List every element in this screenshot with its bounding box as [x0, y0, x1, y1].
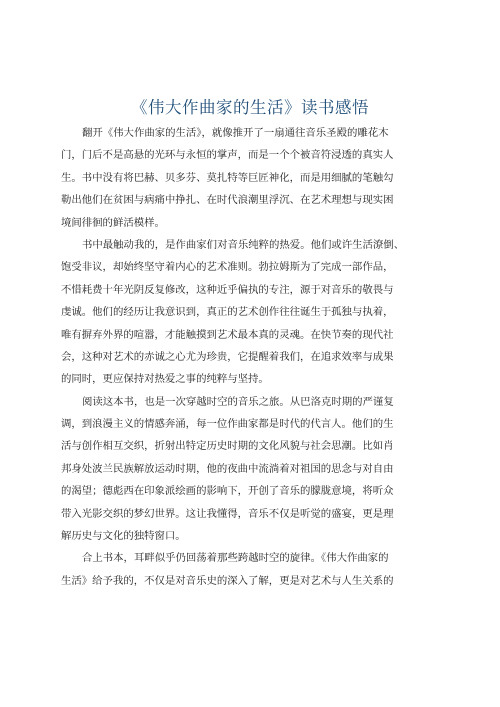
document-body	[61, 122, 441, 592]
text-line: 书中最触动我的，是作曲家们对音乐纯粹的热爱。他们或许生活潦倒、	[82, 238, 405, 251]
text-line: 唯有摒弃外界的喧嚣，才能触摸到艺术最本真的灵魂。在快节奏的现代社	[61, 328, 394, 341]
text-line: 解历史与文化的独特窗口。	[61, 530, 186, 543]
text-line: 勒出他们在贫困与病痛中挣扎、在时代浪潮里浮沉、在艺术理想与现实困	[61, 194, 394, 207]
text-line: 虔诚。他们的经历让我意识到，真正的艺术创作往往诞生于孤独与执着，	[61, 306, 394, 319]
document-title: 《伟大作曲家的生活》读书感悟	[131, 98, 369, 117]
text-line: 的同时，更应保持对热爱之事的纯粹与坚持。	[61, 373, 269, 386]
text-line: 带入光影交织的梦幻世界。这让我懂得，音乐不仅是听觉的盛宴，更是理	[61, 507, 394, 520]
text-line: 生活》给予我的，不仅是对音乐史的深入了解，更是对艺术与人生关系的	[61, 574, 394, 587]
text-line: 邦身处波兰民族解放运动时期，他的夜曲中流淌着对祖国的思念与对自由	[61, 462, 394, 475]
paragraph	[61, 122, 441, 234]
text-line: 阅读这本书，也是一次穿越时空的音乐之旅。从巴洛克时期的严谨复	[82, 395, 394, 408]
paragraph	[61, 547, 441, 592]
text-line: 的渴望；德彪西在印象派绘画的影响下，开创了音乐的朦胧意境，将听众	[61, 485, 394, 498]
text-line: 不惜耗费十年光阴反复修改，这种近乎偏执的专注，源于对音乐的敬畏与	[61, 283, 394, 296]
text-line: 合上书本，耳畔似乎仍回荡着那些跨越时空的旋律。《伟大作曲家的	[82, 552, 389, 565]
paragraph	[61, 234, 441, 391]
text-line: 饱受非议，却始终坚守着内心的艺术准则。勃拉姆斯为了完成一部作品，	[61, 261, 394, 274]
paragraph	[61, 391, 441, 548]
text-line: 调，到浪漫主义的情感奔涌，每一位作曲家都是时代的代言人。他们的生	[61, 418, 394, 431]
text-line: 生。书中没有将巴赫、贝多芬、莫扎特等巨匠神化，而是用细腻的笔触勾	[61, 171, 394, 184]
text-line: 境间徘徊的鲜活模样。	[61, 216, 165, 229]
text-line: 翻开《伟大作曲家的生活》，就像推开了一扇通往音乐圣殿的雕花木	[82, 127, 389, 139]
text-line: 门，门后不是高悬的光环与永恒的掌声，而是一个个被音符浸透的真实人	[61, 149, 394, 162]
text-line: 活与创作相互交织，折射出特定历史时期的文化风貌与社会思潮。比如肖	[61, 440, 394, 453]
text-line: 会，这种对艺术的赤诚之心尤为珍贵，它提醒着我们，在追求效率与成果	[61, 350, 394, 363]
